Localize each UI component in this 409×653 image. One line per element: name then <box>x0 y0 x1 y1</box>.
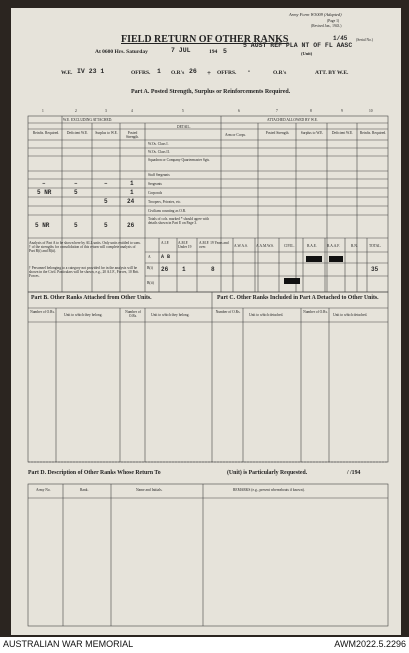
hdr-r-reinfts: Reinfts. Required. <box>359 131 387 135</box>
detail-sgts: Sergeants <box>148 182 162 186</box>
year-text: 194 <box>209 49 218 55</box>
part-b-title: Part B. Other Ranks Attached from Other Units. <box>31 295 152 301</box>
footer-accession-number: AWM2022.5.2296 <box>334 639 406 649</box>
an-b-total: 35 <box>371 266 379 273</box>
an-row-bi: B(i) <box>147 266 153 270</box>
pc-hdr-unit1: Unit to which detached. <box>249 313 284 317</box>
an-row-bii: B(ii) <box>147 281 154 285</box>
we-value: IV 23 1 <box>77 68 105 75</box>
pc-hdr-unit2: Unit to which detached. <box>333 313 368 317</box>
pb-hdr-num1: Number of O.Rs. <box>30 310 55 314</box>
detail-cpls: Corporals <box>148 191 163 195</box>
date-value: 7 JUL <box>171 47 191 54</box>
an-hdr-amf-over: A.M.F. 19 Years and over. <box>199 241 229 249</box>
pd-hdr-remarks: REMARKS (e.g., present whereabouts if known). <box>233 488 305 492</box>
form-sheet <box>11 8 401 635</box>
archive-footer <box>0 637 409 653</box>
blacked-cell <box>306 256 322 262</box>
ptes-surplus: 5 <box>104 198 108 205</box>
offrs2-label: OFFRS. <box>217 70 237 76</box>
hdr-surplus: Surplus to W.E. <box>95 131 118 135</box>
an-b-amf-under: 1 <box>182 266 186 273</box>
hdr-posted: Posted Strength. <box>125 131 140 139</box>
an-hdr-total: TOTAL. <box>369 244 382 248</box>
cpls-reinfts: 5 NR <box>37 189 52 196</box>
serial-label: (Serial No.) <box>356 38 373 42</box>
detail-ptes: Troopers, Privates, etc. <box>148 200 182 204</box>
pc-hdr-num1: Number of O.Rs. <box>215 310 241 314</box>
cpls-posted: 1 <box>130 189 134 196</box>
hdr-r-deficient: Deficient W.E. <box>331 131 354 135</box>
pb-hdr-unit1: Unit to which they belong. <box>64 313 103 317</box>
pb-hdr-num2: Number of O.Rs. <box>125 310 141 318</box>
detail-wo1: W.Os. Class I. <box>148 142 169 146</box>
sgts-deficient: – <box>74 180 78 187</box>
analysis-note: Analysis of Part A to be shown here by ALL units. Only units entitled to sans. † of the strengths for consolidation of this return will complete analysis of Part B(i) and B(ii). <box>29 241 141 253</box>
detail-cqms: Squadron or Company Quartermaster Sgts. <box>148 158 210 162</box>
part-d-date: / /194 <box>347 470 361 476</box>
an-row-a: A <box>148 255 151 259</box>
sgts-reinfts: – <box>42 180 46 187</box>
hdr-arm: Arm or Corps. <box>225 133 246 137</box>
at-text: At 0600 Hrs. Saturday <box>95 49 148 55</box>
ors-value: 26 <box>189 68 197 75</box>
sgts-posted: 1 <box>130 180 134 187</box>
col-num-8: 8 <box>310 109 312 113</box>
hdr-deficient: Deficient W.E. <box>66 131 89 135</box>
an-a-aif: A B <box>161 254 171 260</box>
year-digit: 5 <box>223 48 227 55</box>
an-hdr-rn: R.N. <box>351 244 358 248</box>
ors-label: O.R's <box>171 70 185 76</box>
pd-hdr-name: Name and Initials. <box>136 488 163 492</box>
hdr-reinfts: Reinfts. Required. <box>32 131 60 135</box>
offrs2-dash: - <box>247 68 251 75</box>
ors2-label: O.R's <box>273 70 287 76</box>
col-num-3: 3 <box>105 109 107 113</box>
form-id-line1: Army Form W3009 (Adapted) <box>289 12 342 17</box>
personnel-note: † Personnel belonging to a category not provided for in the analysis will be shown in the Civil. Particulars will be shown, e.g., 20 A.I.F., Forces, 10 Brit. Forces. <box>29 266 140 278</box>
form-id-line3: (Revised Jan., 1943.) <box>311 24 342 28</box>
right-group-header: ATTACHED ALLOWED BY W.E. <box>267 118 318 122</box>
detail-header: DETAIL. <box>177 125 191 129</box>
cpls-deficient: 5 <box>74 189 78 196</box>
detail-wo2: W.Os. Class II. <box>148 150 170 154</box>
detail-totals: Totals of cols. marked * should agree with details shown in Part E on Page 3. <box>148 217 210 226</box>
col-num-2: 2 <box>75 109 77 113</box>
unit-label: (Unit) <box>301 51 313 56</box>
an-b-aif: 26 <box>161 266 169 273</box>
col-num-9: 9 <box>341 109 343 113</box>
an-hdr-aif: A.I.F. <box>161 241 170 245</box>
hdr-r-posted: Posted Strength. <box>265 131 290 135</box>
sgts-surplus: – <box>104 180 108 187</box>
totals-reinfts: 5 NR <box>35 222 50 229</box>
part-d-title2: (Unit) is Particularly Requested. <box>227 470 308 476</box>
hdr-r-surplus: Surplus to W.E. <box>300 131 324 135</box>
serial-value: 1/45 <box>333 35 348 42</box>
blacked-cell <box>329 256 343 262</box>
totals-posted: 26 <box>127 222 135 229</box>
an-hdr-aamws: A.A.M.W.S. <box>256 244 274 248</box>
ptes-posted: 24 <box>127 198 135 205</box>
offrs-label: OFFRS. <box>131 70 151 76</box>
col-num-5: 5 <box>182 109 184 113</box>
att-label: ATT. BY W.E. <box>315 70 349 76</box>
pc-hdr-num2: Number of O.Rs. <box>303 310 328 314</box>
pb-hdr-unit2: Unit to which they belong. <box>151 313 190 317</box>
an-hdr-amf-under: A.M.F. Under 19 <box>178 241 192 249</box>
an-hdr-bae: B.A.E. <box>307 244 317 248</box>
pd-hdr-rank: Rank. <box>80 488 89 492</box>
col-num-7: 7 <box>276 109 278 113</box>
form-title: FIELD RETURN OF OTHER RANKS <box>121 34 289 45</box>
an-hdr-raaf: R.A.A.F. <box>327 244 340 248</box>
pd-hdr-army-no: Army No. <box>36 488 51 492</box>
detail-staff-sgts: Staff Sergeants <box>148 173 170 177</box>
an-hdr-awas: A.W.A.S. <box>234 244 248 248</box>
we-label: W.E. <box>61 70 73 76</box>
detail-civilians: Civilians counting as O.R. <box>148 209 187 213</box>
form-id-line2: (Page 1) <box>327 19 340 23</box>
offrs-value: 1 <box>157 68 161 75</box>
footer-institution: AUSTRALIAN WAR MEMORIAL <box>3 639 134 649</box>
totals-deficient: 5 <box>74 222 78 229</box>
col-num-4: 4 <box>131 109 133 113</box>
part-c-title: Part C. Other Ranks Included in Part A Detached to Other Units. <box>217 295 379 301</box>
an-hdr-civil: CIVIL. <box>284 244 295 248</box>
left-group-header: W.E. EXCLUDING ATTACHED. <box>63 118 113 122</box>
unit-value: 5 AUST REF PLA NT OF FL AASC <box>243 42 353 49</box>
col-num-10: 10 <box>369 109 373 113</box>
blacked-cell <box>284 278 300 284</box>
part-a-title: Part A. Posted Strength, Surplus or Reinforcements Required. <box>131 89 291 95</box>
part-d-title: Part D. Description of Other Ranks Whose Return To <box>28 470 161 476</box>
totals-surplus: 5 <box>104 222 108 229</box>
plus-sign: + <box>207 69 211 77</box>
col-num-1: 1 <box>42 109 44 113</box>
col-num-6: 6 <box>238 109 240 113</box>
form-grid-lines <box>11 8 401 635</box>
an-b-amf-over: 8 <box>211 266 215 273</box>
